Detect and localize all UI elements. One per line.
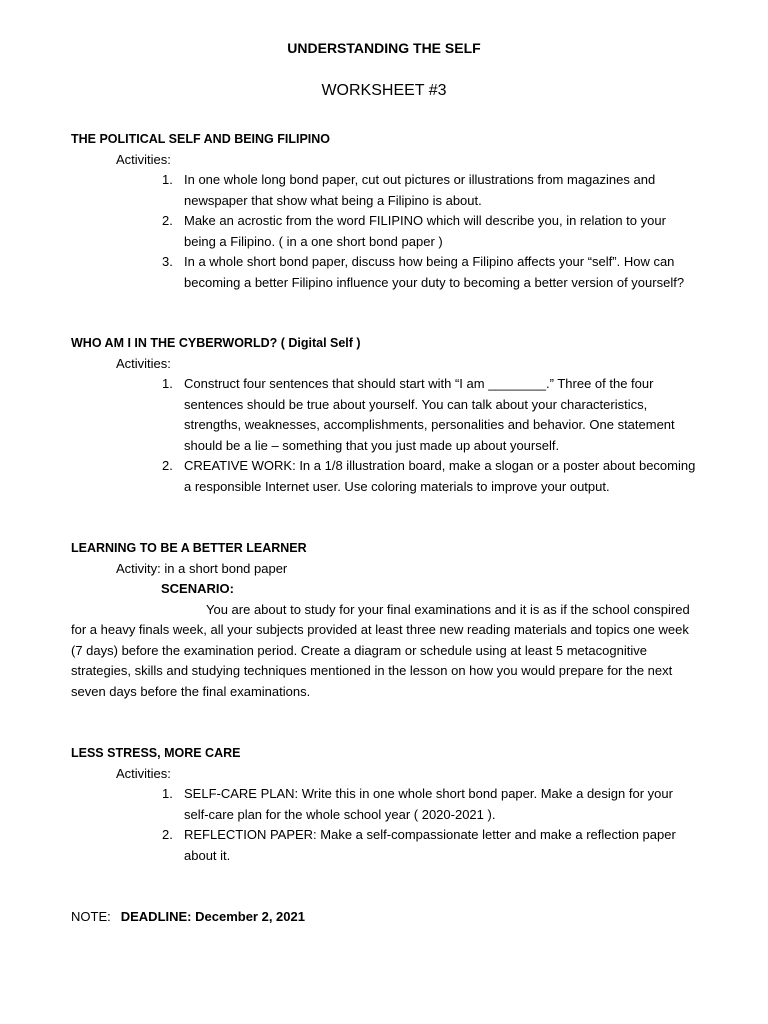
item-number: 2.: [162, 458, 173, 473]
activities-label: Activities:: [116, 355, 171, 371]
section-better-learner: [71, 538, 696, 702]
item-number: 1.: [162, 786, 173, 801]
list-item: [162, 825, 696, 866]
list-item: [162, 211, 696, 252]
item-number: 2.: [162, 827, 173, 842]
item-text: Construct four sentences that should start with “I am ________.” Three of the four sentences should be true about yourself. You can talk about your characteristics, strengths, weaknesses, accomplishments, personalities and behavior. One statement should be a lie – something that you just made up about yourself.: [184, 376, 675, 453]
item-number: 1.: [162, 172, 173, 187]
activity-label: Activity: in a short bond paper: [116, 560, 288, 576]
section-less-stress: [71, 743, 696, 866]
item-text: REFLECTION PAPER: Make a self-compassionate letter and make a reflection paper about it.: [184, 827, 676, 863]
note-label: NOTE:: [71, 909, 111, 924]
section-heading: THE POLITICAL SELF AND BEING FILIPINO: [71, 132, 331, 146]
item-text: SELF-CARE PLAN: Write this in one whole short bond paper. Make a design for your self-care plan for the whole school year ( 2020-2021 ).: [184, 786, 673, 822]
note-line: [71, 907, 305, 928]
item-text: Make an acrostic from the word FILIPINO which will describe you, in relation to your being a Filipino. ( in a one short bond paper ): [184, 213, 666, 249]
scenario-label: SCENARIO:: [161, 581, 234, 596]
list-item: [162, 456, 696, 497]
list-item: [162, 252, 696, 293]
item-number: 1.: [162, 376, 173, 391]
activity-list: [71, 170, 696, 293]
item-text: In one whole long bond paper, cut out pictures or illustrations from magazines and newspaper that show what being a Filipino is about.: [184, 172, 656, 208]
activity-list: [71, 784, 696, 866]
scenario-text: You are about to study for your final examinations and it is as if the school conspired for a heavy finals week, all your subjects provided at least three new reading materials and topics one week (7 days) before the examination period. Create a diagram or schedule using at least 5 metacognitive strategies, skills and studying techniques mentioned in the lesson on how you would prepare for the next seven days before the final examinations.: [71, 601, 690, 699]
item-text: CREATIVE WORK: In a 1/8 illustration board, make a slogan or a poster about becoming a responsible Internet user. Use coloring materials to improve your output.: [184, 458, 696, 494]
document-subtitle: WORKSHEET #3: [321, 82, 447, 99]
item-number: 3.: [162, 254, 173, 269]
section-heading: LESS STRESS, MORE CARE: [71, 746, 241, 760]
deadline-text: DEADLINE: December 2, 2021: [120, 909, 305, 924]
item-number: 2.: [162, 213, 173, 228]
activities-label: Activities:: [116, 151, 171, 167]
activity-list: [71, 374, 696, 497]
item-text: In a whole short bond paper, discuss how being a Filipino affects your “self”. How can becoming a better Filipino influence your duty to becoming a better version of yourself?: [184, 254, 685, 290]
section-political-self: [71, 129, 696, 293]
list-item: [162, 170, 696, 211]
section-heading: LEARNING TO BE A BETTER LEARNER: [71, 541, 307, 555]
section-digital-self: [71, 333, 696, 497]
list-item: [162, 374, 696, 456]
document-title: UNDERSTANDING THE SELF: [287, 40, 481, 56]
list-item: [162, 784, 696, 825]
activities-label: Activities:: [116, 765, 171, 781]
section-heading: WHO AM I IN THE CYBERWORLD? ( Digital Self ): [71, 336, 361, 350]
